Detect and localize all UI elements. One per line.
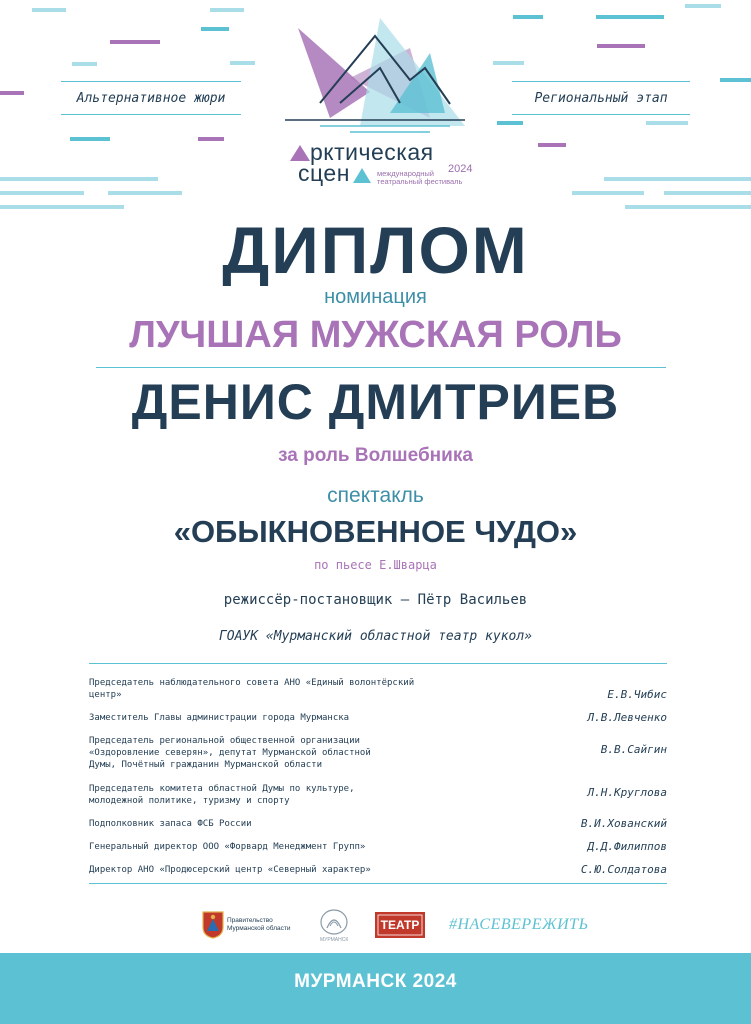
signature-name: Д.Д.Филиппов <box>587 840 667 853</box>
signature-name: Л.В.Левченко <box>587 711 667 724</box>
divider <box>96 367 666 368</box>
logo-line-1: рктическая <box>310 139 434 165</box>
signature-position: Председатель региональной общественной организации «Оздоровление северян», депутат Мурманской областной Думы, Почётный гражданин Мурманской области <box>89 736 371 770</box>
nomination-title: ЛУЧШАЯ МУЖСКАЯ РОЛЬ <box>129 314 622 356</box>
diploma-title: ДИПЛОМ <box>222 213 529 287</box>
logo-year: 2024 <box>448 163 473 175</box>
signature-position: Подполковник запаса ФСБ России <box>89 819 252 829</box>
signature-position: Директор АНО «Продюсерский центр «Северный характер» <box>89 865 371 875</box>
mountain-logo-icon <box>280 8 470 148</box>
coat-of-arms-icon <box>202 911 224 939</box>
logo-line-2: сцен <box>298 160 350 186</box>
recipient-name: ДЕНИС ДМИТРИЕВ <box>131 374 620 430</box>
government-label: Правительство Мурманской области <box>227 917 291 932</box>
performance-title: «ОБЫКНОВЕННОЕ ЧУДО» <box>173 514 578 549</box>
signature-name: Е.В.Чибис <box>607 688 667 701</box>
signature-name: В.В.Сайгин <box>600 743 667 756</box>
regional-stage-label: Региональный этап <box>512 81 690 115</box>
director: режиссёр-постановщик – Пётр Васильев <box>223 592 528 608</box>
footer-text: МУРМАНСК 2024 <box>294 971 457 992</box>
signature-position: Председатель комитета областной Думы по культуре, молодежной политике, туризму и спорту <box>89 784 355 806</box>
play-author: по пьесе Е.Шварца <box>314 558 437 572</box>
signature-name: В.И.Хованский <box>580 817 667 830</box>
performance-label: спектакль <box>327 484 424 507</box>
triangle-icon <box>353 167 371 184</box>
signature-name: С.Ю.Солдатова <box>580 863 667 876</box>
murmansk-emblem-icon <box>318 908 350 936</box>
signature-position: Генеральный директор ООО «Форвард Менеджмент Групп» <box>89 842 366 852</box>
signature-position: Заместитель Главы администрации города Мурманска <box>89 713 350 723</box>
city-logo-label: МУРМАНСК <box>320 937 349 943</box>
signature-position: Председатель наблюдательного совета АНО «Единый волонтёрский центр» <box>89 678 415 700</box>
theatre-name: ГОАУК «Мурманский областной театр кукол» <box>218 629 533 644</box>
divider <box>89 663 667 664</box>
theatre-logo-text: ТЕАТР <box>380 918 420 932</box>
nomination-label: номинация <box>324 286 427 308</box>
logo-sub-1: международный <box>377 169 434 178</box>
hashtag: #НАСЕВЕРЕЖИТЬ <box>449 916 589 933</box>
for-role: за роль Волшебника <box>278 445 473 466</box>
divider <box>89 883 667 884</box>
alternative-jury-label: Альтернативное жюри <box>61 81 241 115</box>
logo-sub-2: театральный фестиваль <box>377 177 463 186</box>
signature-name: Л.Н.Круглова <box>587 786 667 799</box>
